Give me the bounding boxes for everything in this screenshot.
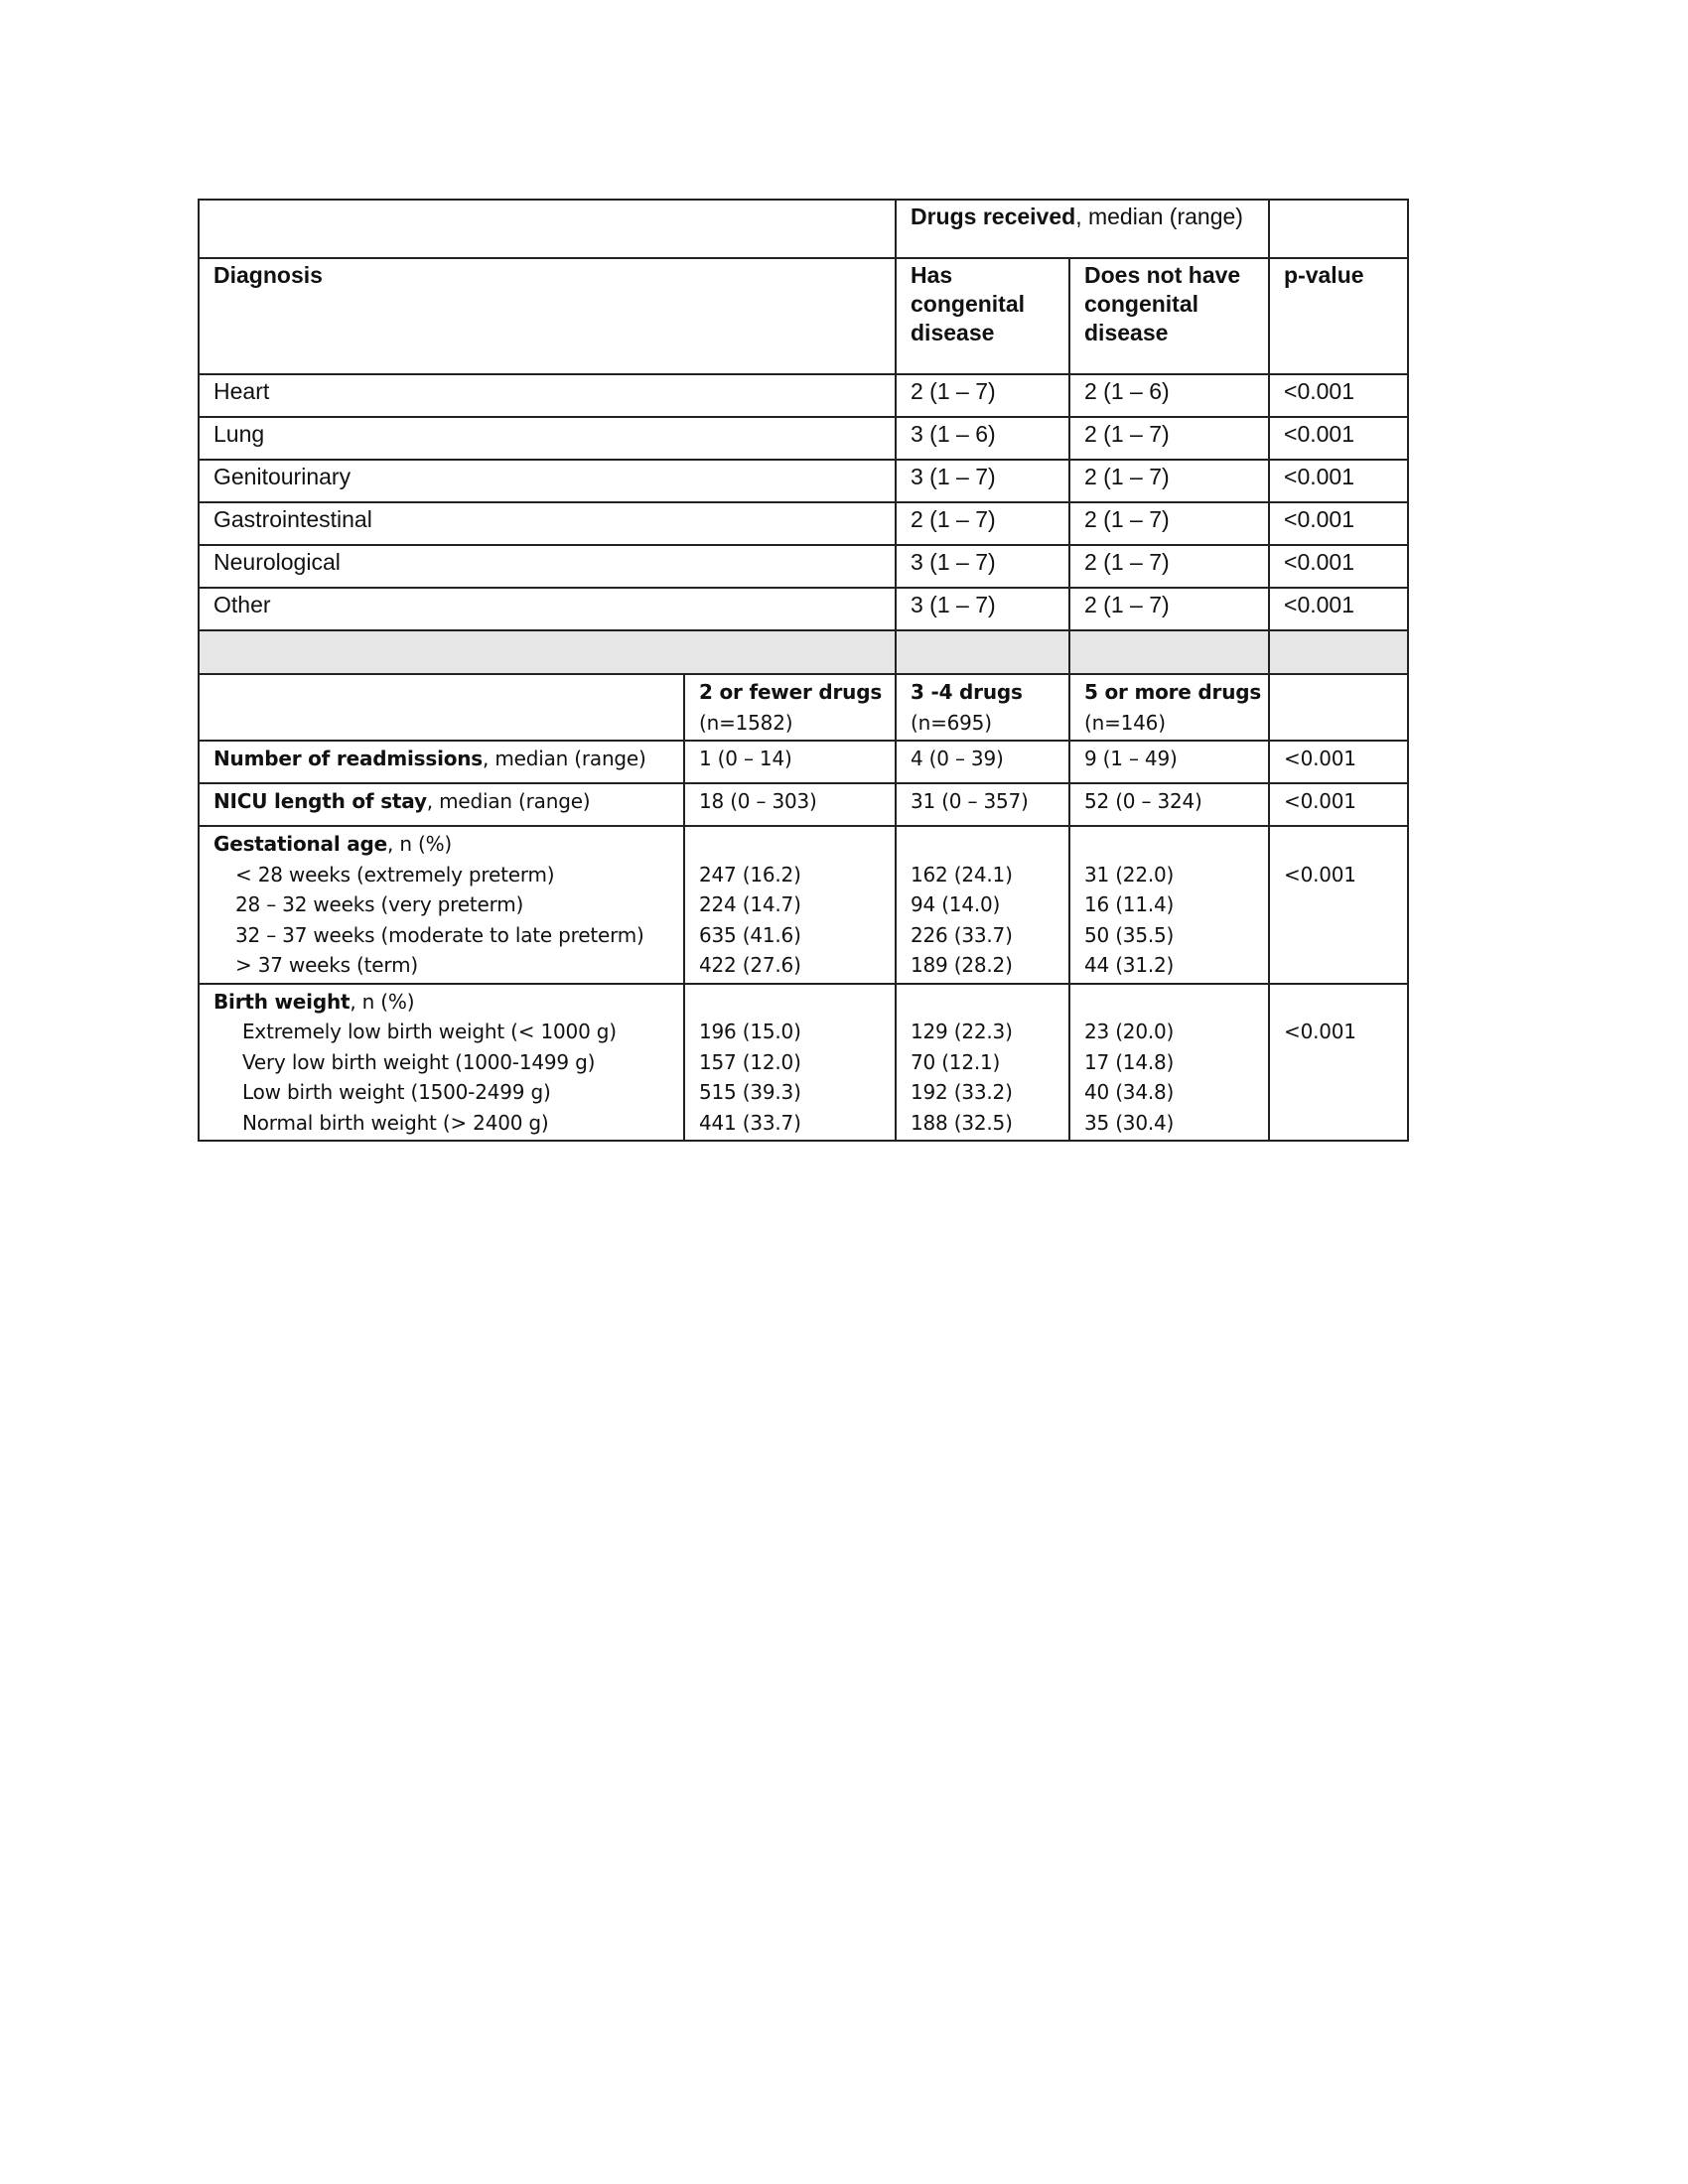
nicu-label-bold: NICU length of stay bbox=[213, 789, 427, 813]
spacer-cell bbox=[1069, 630, 1269, 674]
empty-line bbox=[911, 987, 1055, 1018]
readmissions-row bbox=[199, 741, 1408, 783]
p-value: <0.001 bbox=[1269, 417, 1408, 460]
p-value: <0.001 bbox=[1269, 588, 1408, 630]
spacer-cell bbox=[199, 630, 896, 674]
value: 226 (33.7) bbox=[911, 922, 1013, 947]
drugs-table bbox=[198, 199, 1409, 1142]
p-value: <0.001 bbox=[1284, 1020, 1356, 1043]
group-1-value: 18 (0 – 303) bbox=[684, 783, 896, 826]
group-2-n: (n=695) bbox=[911, 710, 992, 735]
diagnosis-name: Gastrointestinal bbox=[199, 502, 896, 545]
value: 16 (11.4) bbox=[1084, 892, 1175, 916]
diagnosis-name: Genitourinary bbox=[199, 460, 896, 502]
value: 196 (15.0) bbox=[699, 1020, 801, 1043]
not-value: 2 (1 – 7) bbox=[1069, 588, 1269, 630]
value: 23 (20.0) bbox=[1084, 1020, 1175, 1043]
has-value: 3 (1 – 6) bbox=[896, 417, 1069, 460]
readmissions-label-rest: , median (range) bbox=[483, 747, 646, 770]
gestational-heading-rest: , n (%) bbox=[387, 832, 452, 856]
value: 17 (14.8) bbox=[1084, 1049, 1175, 1074]
p-value: <0.001 bbox=[1269, 374, 1408, 417]
diagnosis-row-gastrointestinal bbox=[199, 502, 1408, 545]
diagnosis-row-other bbox=[199, 588, 1408, 630]
p-value: <0.001 bbox=[1284, 862, 1356, 887]
blank-header-cell bbox=[199, 674, 684, 741]
value: 94 (14.0) bbox=[911, 892, 1001, 916]
blank-pvalue-header bbox=[1269, 674, 1408, 741]
spacer-row bbox=[199, 630, 1408, 674]
gestational-heading bbox=[213, 829, 669, 860]
group-3-value: 52 (0 – 324) bbox=[1069, 783, 1269, 826]
value: 35 (30.4) bbox=[1084, 1110, 1175, 1135]
empty-line bbox=[1084, 829, 1254, 860]
empty-line bbox=[1084, 987, 1254, 1018]
diagnosis-row-heart bbox=[199, 374, 1408, 417]
value: 31 (22.0) bbox=[1084, 862, 1175, 887]
birth-weight-heading-rest: , n (%) bbox=[350, 989, 415, 1014]
value: 70 (12.1) bbox=[911, 1049, 1001, 1074]
diagnosis-row-lung bbox=[199, 417, 1408, 460]
gestational-group-1 bbox=[684, 826, 896, 984]
p-value: <0.001 bbox=[1269, 741, 1408, 783]
has-value: 2 (1 – 7) bbox=[896, 502, 1069, 545]
not-value: 2 (1 – 7) bbox=[1069, 460, 1269, 502]
group-2-value: 4 (0 – 39) bbox=[896, 741, 1069, 783]
birth-weight-group-2 bbox=[896, 984, 1069, 1142]
empty-line bbox=[1284, 987, 1393, 1018]
group-2-value: 31 (0 – 357) bbox=[896, 783, 1069, 826]
not-value: 2 (1 – 7) bbox=[1069, 502, 1269, 545]
gestational-label: > 37 weeks (term) bbox=[235, 953, 418, 977]
group-1-header bbox=[684, 674, 896, 741]
drugs-received-rest: , median (range) bbox=[1075, 204, 1243, 229]
value: 189 (28.2) bbox=[911, 953, 1013, 977]
diagnosis-name: Lung bbox=[199, 417, 896, 460]
value: 162 (24.1) bbox=[911, 862, 1013, 887]
group-3-value: 9 (1 – 49) bbox=[1069, 741, 1269, 783]
birth-weight-group-3 bbox=[1069, 984, 1269, 1142]
blank-pvalue-header bbox=[1269, 200, 1408, 258]
birth-weight-label: Low birth weight (1500-2499 g) bbox=[242, 1080, 551, 1104]
not-value: 2 (1 – 7) bbox=[1069, 417, 1269, 460]
diagnosis-row-genitourinary bbox=[199, 460, 1408, 502]
value: 157 (12.0) bbox=[699, 1049, 801, 1074]
nicu-row bbox=[199, 783, 1408, 826]
has-value: 3 (1 – 7) bbox=[896, 545, 1069, 588]
blank-header-cell bbox=[199, 200, 896, 258]
p-value: <0.001 bbox=[1269, 783, 1408, 826]
gestational-group-3 bbox=[1069, 826, 1269, 984]
group-3-title: 5 or more drugs bbox=[1084, 680, 1262, 704]
gestational-label: 32 – 37 weeks (moderate to late preterm) bbox=[235, 922, 644, 947]
header-row-diagnosis bbox=[199, 258, 1408, 374]
drugs-received-bold: Drugs received bbox=[911, 204, 1076, 229]
has-congenital-header: Has congenital disease bbox=[896, 258, 1069, 374]
has-value: 3 (1 – 7) bbox=[896, 588, 1069, 630]
gestational-group-2 bbox=[896, 826, 1069, 984]
value: 441 (33.7) bbox=[699, 1110, 801, 1135]
empty-line bbox=[699, 829, 881, 860]
gestational-age-block bbox=[199, 826, 1408, 984]
empty-line bbox=[699, 987, 881, 1018]
nicu-label bbox=[199, 783, 684, 826]
birth-weight-label: Normal birth weight (> 2400 g) bbox=[242, 1110, 549, 1135]
birth-weight-block bbox=[199, 984, 1408, 1142]
value: 40 (34.8) bbox=[1084, 1080, 1175, 1104]
has-value: 2 (1 – 7) bbox=[896, 374, 1069, 417]
group-1-n: (n=1582) bbox=[699, 710, 793, 735]
gestational-label: < 28 weeks (extremely preterm) bbox=[235, 862, 555, 887]
value: 224 (14.7) bbox=[699, 892, 801, 916]
value: 192 (33.2) bbox=[911, 1080, 1013, 1104]
no-congenital-header: Does not have congenital disease bbox=[1069, 258, 1269, 374]
birth-weight-label: Extremely low birth weight (< 1000 g) bbox=[242, 1020, 617, 1043]
nicu-label-rest: , median (range) bbox=[426, 789, 591, 813]
diagnosis-row-neurological bbox=[199, 545, 1408, 588]
birth-weight-label: Very low birth weight (1000-1499 g) bbox=[242, 1049, 596, 1074]
not-value: 2 (1 – 7) bbox=[1069, 545, 1269, 588]
readmissions-label bbox=[199, 741, 684, 783]
birth-weight-group-1 bbox=[684, 984, 896, 1142]
diagnosis-name: Other bbox=[199, 588, 896, 630]
birth-weight-heading bbox=[213, 987, 669, 1018]
drug-groups-header-row bbox=[199, 674, 1408, 741]
value: 129 (22.3) bbox=[911, 1020, 1013, 1043]
diagnosis-name: Neurological bbox=[199, 545, 896, 588]
spacer-cell bbox=[896, 630, 1069, 674]
p-value: <0.001 bbox=[1269, 460, 1408, 502]
value: 515 (39.3) bbox=[699, 1080, 801, 1104]
pvalue-header: p-value bbox=[1269, 258, 1408, 374]
value: 188 (32.5) bbox=[911, 1110, 1013, 1135]
empty-line bbox=[1284, 829, 1393, 860]
value: 247 (16.2) bbox=[699, 862, 801, 887]
diagnosis-header: Diagnosis bbox=[199, 258, 896, 374]
p-value: <0.001 bbox=[1269, 502, 1408, 545]
header-row-drugs bbox=[199, 200, 1408, 258]
value: 44 (31.2) bbox=[1084, 953, 1175, 977]
p-value: <0.001 bbox=[1269, 545, 1408, 588]
value: 635 (41.6) bbox=[699, 922, 801, 947]
readmissions-label-bold: Number of readmissions bbox=[213, 747, 484, 770]
group-1-title: 2 or fewer drugs bbox=[699, 680, 883, 704]
gestational-labels bbox=[199, 826, 684, 984]
not-value: 2 (1 – 6) bbox=[1069, 374, 1269, 417]
group-1-value: 1 (0 – 14) bbox=[684, 741, 896, 783]
group-2-title: 3 -4 drugs bbox=[911, 680, 1023, 704]
group-2-header bbox=[896, 674, 1069, 741]
gestational-pvalue bbox=[1269, 826, 1408, 984]
group-3-header bbox=[1069, 674, 1269, 741]
group-3-n: (n=146) bbox=[1084, 710, 1166, 735]
birth-weight-heading-bold: Birth weight bbox=[213, 989, 351, 1014]
gestational-heading-bold: Gestational age bbox=[213, 832, 388, 856]
gestational-label: 28 – 32 weeks (very preterm) bbox=[235, 892, 524, 916]
birth-weight-pvalue bbox=[1269, 984, 1408, 1142]
diagnosis-name: Heart bbox=[199, 374, 896, 417]
spacer-cell bbox=[1269, 630, 1408, 674]
drugs-received-header bbox=[896, 200, 1269, 258]
has-value: 3 (1 – 7) bbox=[896, 460, 1069, 502]
value: 50 (35.5) bbox=[1084, 922, 1175, 947]
empty-line bbox=[911, 829, 1055, 860]
value: 422 (27.6) bbox=[699, 953, 801, 977]
birth-weight-labels bbox=[199, 984, 684, 1142]
